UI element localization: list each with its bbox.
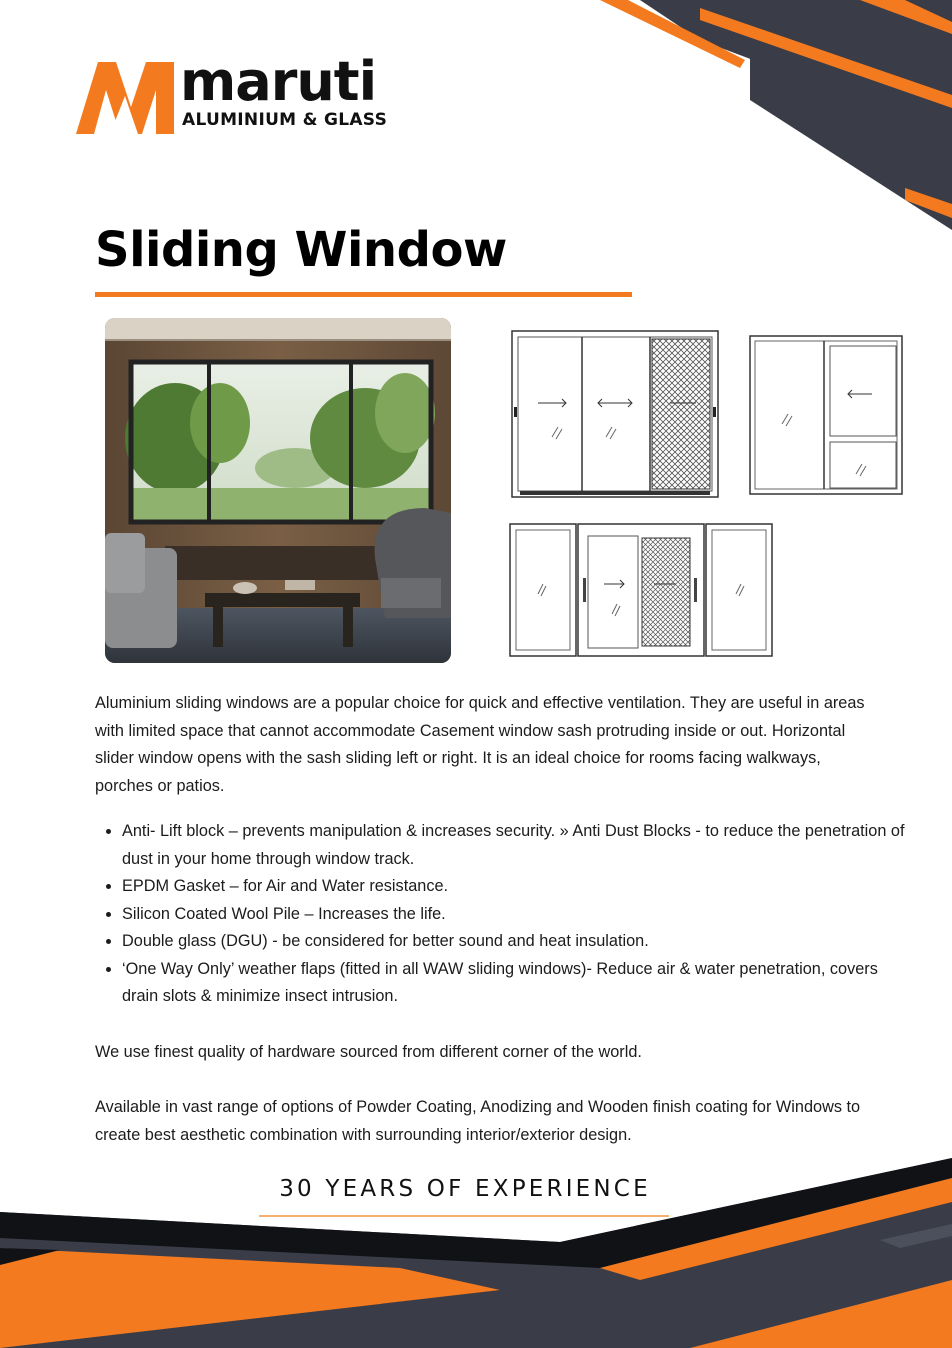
living-room-sliding-window-photo xyxy=(105,318,451,663)
title-underline xyxy=(95,292,632,297)
list-item: • Double glass (DGU) - be considered for better sound and heat insulation. xyxy=(122,928,912,956)
two-panel-window-with-fixed-lower-panel-drawing xyxy=(748,334,904,496)
four-panel-sliding-window-with-mesh-drawing xyxy=(508,522,774,658)
hardware-paragraph: We use finest quality of hardware sourced from different corner of the world. xyxy=(95,1043,642,1061)
features-list xyxy=(95,818,912,1011)
list-item: • Anti- Lift block – prevents manipulation & increases security. » Anti Dust Blocks - to reduce the penetration of dust in your home through window track. xyxy=(122,818,912,873)
finish-paragraph: Available in vast range of options of Powder Coating, Anodizing and Wooden finish coating for Windows to create best aesthetic combination with surrounding interior/exterior design. xyxy=(95,1098,861,1144)
three-panel-sliding-window-with-mesh-drawing xyxy=(510,329,720,499)
brand-name: maruti xyxy=(180,50,377,113)
experience-heading: 30 YEARS OF EXPERIENCE xyxy=(279,1176,651,1202)
maruti-logo-icon xyxy=(76,62,174,134)
page-title: Sliding Window xyxy=(95,222,507,278)
brand-tagline: ALUMINIUM & GLASS xyxy=(182,110,388,130)
intro-paragraph: Aluminium sliding windows are a popular choice for quick and effective ventilation. They are useful in areas with limited space that cannot accommodate Casement window sash protruding inside or out. Horizontal slider window opens with the sash sliding left or right. It is an ideal choice for rooms facing walkways, porches or patios. xyxy=(95,694,865,795)
list-item: • ‘One Way Only’ weather flaps (fitted in all WAW sliding windows)- Reduce air & water penetration, covers drain slots & minimize insect intrusion. xyxy=(122,956,912,1011)
list-item: • Silicon Coated Wool Pile – Increases the life. xyxy=(122,901,912,929)
bottom-footer-decoration xyxy=(0,1140,952,1348)
list-item: • EPDM Gasket – for Air and Water resistance. xyxy=(122,873,912,901)
